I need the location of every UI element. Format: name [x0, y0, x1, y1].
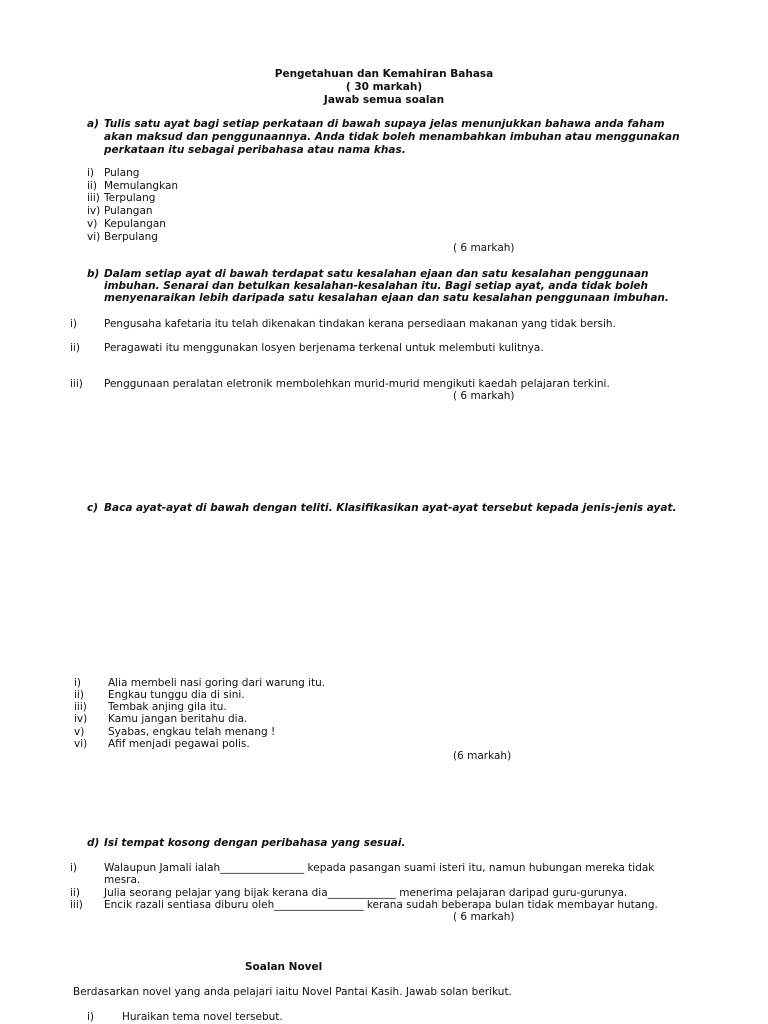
section-a-question: Tulis satu ayat bagi setiap perkataan di bawah supaya jelas menunjukkan bahawa anda faham	[104, 118, 665, 130]
item-number: i)	[87, 167, 95, 179]
list-item: Pulang	[104, 167, 140, 179]
list-item: Julia seorang pelajar yang bijak kerana dia_____________ menerima pelajaran daripad guru-gurunya.	[104, 887, 628, 899]
section-c-question: Baca ayat-ayat di bawah dengan teliti. Klasifikasikan ayat-ayat tersebut kepada jenis-jenis ayat.	[104, 502, 677, 514]
list-item: Peragawati itu menggunakan losyen berjenama terkenal untuk melembuti kulitnya.	[104, 342, 544, 354]
item-number: iii)	[70, 899, 83, 911]
item-number: iv)	[87, 205, 101, 217]
list-item: Afif menjadi pegawai polis.	[108, 738, 250, 750]
section-d-label: d)	[87, 837, 100, 849]
section-c-marks: (6 markah)	[453, 750, 512, 762]
list-item: Berpulang	[104, 231, 158, 243]
list-item: Pengusaha kafetaria itu telah dikenakan tindakan kerana persediaan makanan yang tidak bersih.	[104, 318, 616, 330]
section-b-question: menyenaraikan lebih daripada satu kesalahan ejaan dan satu kesalahan penggunaan imbuhan.	[104, 292, 669, 304]
section-a-question: akan maksud dan penggunaannya. Anda tidak boleh menambahkan imbuhan atau menggunakan	[104, 131, 680, 143]
total-marks: ( 30 markah)	[345, 81, 423, 93]
list-item: Kepulangan	[104, 218, 166, 230]
item-number: ii)	[70, 342, 80, 354]
novel-title: Soalan Novel	[245, 961, 323, 973]
item-number: ii)	[70, 887, 80, 899]
item-number: vi)	[87, 231, 101, 243]
section-b-question: Dalam setiap ayat di bawah terdapat satu kesalahan ejaan dan satu kesalahan penggunaan	[104, 268, 649, 280]
section-b-label: b)	[87, 268, 100, 280]
list-item: Syabas, engkau telah menang !	[108, 726, 276, 738]
section-a-marks: ( 6 markah)	[453, 242, 515, 254]
item-number: ii)	[87, 180, 97, 192]
item-number: iv)	[74, 713, 88, 725]
section-a-question: perkataan itu sebagai peribahasa atau nama khas.	[104, 144, 406, 156]
list-item-continuation: mesra.	[104, 874, 141, 886]
list-item: Engkau tunggu dia di sini.	[108, 689, 245, 701]
list-item: Memulangkan	[104, 180, 179, 192]
list-item: Pulangan	[104, 205, 153, 217]
item-number: v)	[74, 726, 85, 738]
document-title: Pengetahuan dan Kemahiran Bahasa	[274, 68, 494, 80]
item-number: i)	[70, 862, 78, 874]
instruction: Jawab semua soalan	[323, 94, 445, 106]
list-item: Terpulang	[104, 192, 156, 204]
section-b-question: imbuhan. Senarai dan betulkan kesalahan-kesalahan itu. Bagi setiap ayat, anda tidak boleh	[104, 280, 649, 292]
list-item: Walaupun Jamali ialah________________ kepada pasangan suami isteri itu, namun hubungan mereka tidak	[104, 862, 655, 874]
section-a-label: a)	[87, 118, 99, 130]
item-number: i)	[70, 318, 78, 330]
section-c-label: c)	[87, 502, 99, 514]
item-number: i)	[87, 1011, 95, 1023]
list-item: Tembak anjing gila itu.	[108, 701, 227, 713]
item-number: iii)	[87, 192, 100, 204]
item-number: iii)	[74, 701, 87, 713]
section-d-question: Isi tempat kosong dengan peribahasa yang sesuai.	[104, 837, 406, 849]
novel-intro: Berdasarkan novel yang anda pelajari iaitu Novel Pantai Kasih. Jawab solan berikut.	[73, 986, 512, 998]
list-item: Encik razali sentiasa diburu oleh_________________ kerana sudah beberapa bulan tidak membayar hutang.	[104, 899, 658, 911]
list-item: Kamu jangan beritahu dia.	[108, 713, 248, 725]
list-item: Alia membeli nasi goring dari warung itu.	[108, 677, 326, 689]
item-number: ii)	[74, 689, 84, 701]
item-number: iii)	[70, 378, 83, 390]
list-item: Penggunaan peralatan eletronik membolehkan murid-murid mengikuti kaedah pelajaran terkini.	[104, 378, 610, 390]
section-b-marks: ( 6 markah)	[453, 390, 515, 402]
list-item: Huraikan tema novel tersebut.	[122, 1011, 283, 1023]
item-number: vi)	[74, 738, 88, 750]
item-number: v)	[87, 218, 98, 230]
item-number: i)	[74, 677, 82, 689]
section-d-marks: ( 6 markah)	[453, 911, 515, 923]
